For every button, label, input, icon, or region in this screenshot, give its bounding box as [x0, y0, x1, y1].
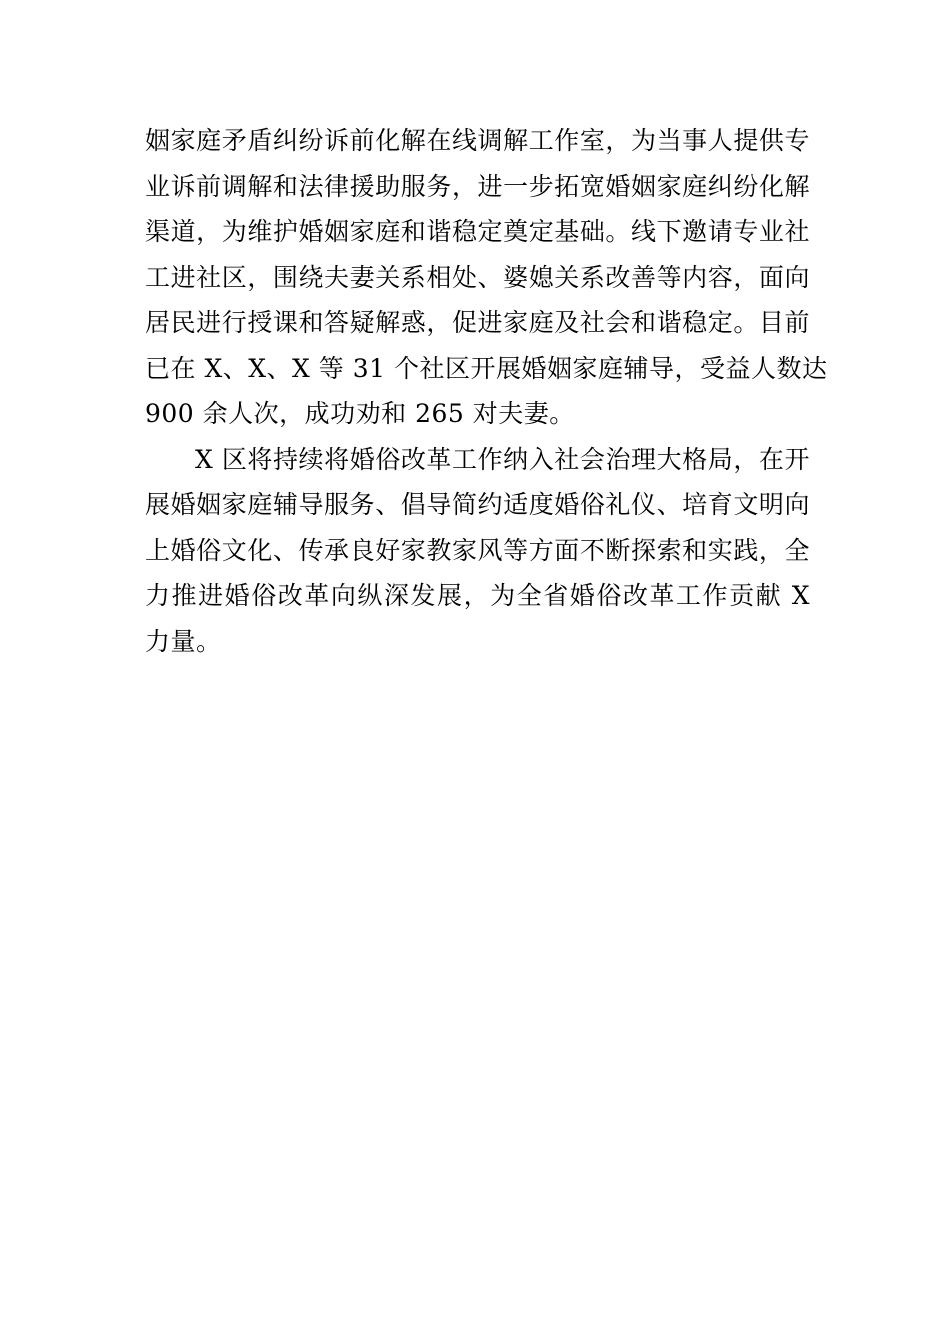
text-line: 力推进婚俗改革向纵深发展，为全省婚俗改革工作贡献 X [145, 581, 810, 610]
text-line: 居民进行授课和答疑解惑，促进家庭及社会和谐稳定。目前 [145, 308, 810, 337]
paragraph-2 [145, 437, 810, 665]
text-line: 渠道，为维护婚姻家庭和谐稳定奠定基础。线下邀请专业社 [145, 217, 810, 246]
text-line: 姻家庭矛盾纠纷诉前化解在线调解工作室，为当事人提供专 [145, 126, 810, 155]
text-line: X 区将持续将婚俗改革工作纳入社会治理大格局，在开 [195, 444, 810, 474]
text-line: 900 余人次，成功劝和 265 对夫妻。 [145, 399, 575, 428]
text-line: 业诉前调解和法律援助服务，进一步拓宽婚姻家庭纠纷化解 [145, 171, 810, 201]
body-text [145, 118, 828, 664]
text-line: 力量。 [145, 626, 222, 656]
text-line: 工进社区，围绕夫妻关系相处、婆媳关系改善等内容，面向 [145, 262, 810, 292]
text-line: 已在 X、X、X 等 31 个社区开展婚姻家庭辅导，受益人数达 [145, 353, 828, 383]
text-line: 展婚姻家庭辅导服务、倡导简约适度婚俗礼仪、培育文明向 [145, 490, 810, 519]
paragraph-1 [145, 118, 828, 437]
text-line: 上婚俗文化、传承良好家教家风等方面不断探索和实践，全 [145, 535, 810, 565]
